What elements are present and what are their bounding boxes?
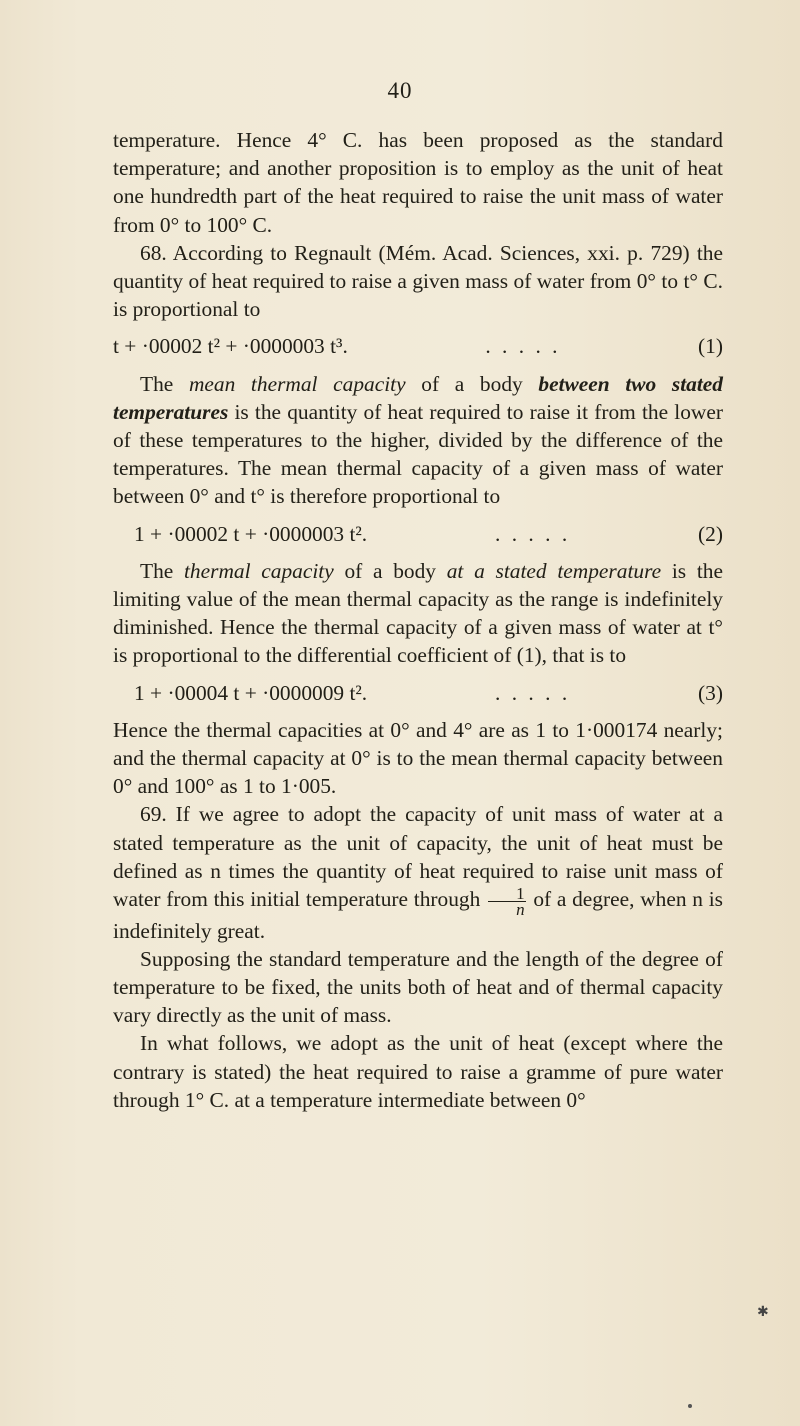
paragraph-68: 68. According to Regnault (Mém. Acad. Sciences, xxi. p. 729) the quantity of heat required to raise a given mass of water from 0° to t° C. is proportional to [113, 240, 723, 322]
formula-1-expression: t + ·00002 t² + ·0000003 t³. [113, 334, 348, 359]
text-run: is the limiting value of the mean thermal capacity as the range is indefinitely diminished. Hence the thermal capacity of a given mass of water at t° is proportional to the differential coefficient of (1), that is to [113, 558, 723, 668]
formula-1 [113, 332, 723, 360]
term-mean-thermal-capacity: mean thermal capacity [188, 371, 406, 396]
formula-2-expression: 1 + ·00002 t + ·0000003 t². [134, 521, 368, 546]
text-run: 69. If we agree to adopt the capacity of unit mass of water at a stated temperature as the unit of capacity, the unit of heat must be defined as n times the quantity of heat required to raise unit mass of water from this initial temperature through [113, 802, 723, 912]
body-text [113, 126, 723, 1114]
paragraph-ratios: Hence the thermal capacities at 0° and 4° are as 1 to 1·000174 nearly; and the thermal capacity at 0° is to the mean thermal capacity between 0° and 100° as 1 to 1·005. [113, 717, 723, 799]
paragraph-standard-temperature: Supposing the standard temperature and the length of the degree of temperature to be fixed, the units both of heat and of thermal capacity vary directly as the unit of mass. [113, 946, 723, 1028]
formula-2 [113, 520, 723, 548]
formula-2-leader: . . . . . [495, 521, 571, 546]
paragraph-69 [113, 800, 723, 944]
text-run: of a body [333, 558, 447, 583]
text-run: of a body [405, 371, 539, 396]
formula-3-label: (3) [698, 680, 723, 705]
text-run: of a degree, when n is indefinitely great. [113, 887, 723, 943]
fraction-denominator: n [516, 899, 525, 919]
text-run: The [140, 371, 189, 396]
term-between-two-stated-temperatures: between two stated temperatures [113, 371, 723, 424]
term-at-a-stated-temperature: at a stated temperature [446, 558, 662, 583]
text-run: The [140, 558, 184, 583]
page-number: 40 [387, 78, 413, 103]
ink-speck-icon [688, 1404, 692, 1408]
paragraph-unit-of-heat: In what follows, we adopt as the unit of heat (except where the contrary is stated) the heat required to raise a gramme of pure water through 1° C. at a temperature intermediate between 0° [113, 1031, 723, 1112]
formula-3-leader: . . . . . [495, 680, 571, 705]
paragraph-mean-thermal-capacity [113, 370, 723, 511]
paragraph-thermal-capacity [113, 557, 723, 670]
margin-mark-icon: ✱ [757, 1305, 769, 1320]
formula-2-label: (2) [698, 521, 723, 546]
paragraph-continuation: temperature. Hence 4° C. has been proposed as the standard temperature; and another proposition is to employ as the unit of heat one hundredth part of the heat required to raise the unit mass of water from 0° to 100° C. [113, 128, 723, 237]
term-thermal-capacity: thermal capacity [183, 558, 334, 583]
formula-1-label: (1) [698, 334, 723, 359]
formula-3 [113, 679, 723, 707]
text-run: is the quantity of heat required to raise it from the lower of these temperatures to the higher, divided by the difference of the temperatures. The mean thermal capacity of a given mass of water between 0° and t° is therefore proportional to [113, 399, 723, 509]
fraction-one-over-n [488, 883, 526, 919]
formula-3-expression: 1 + ·00004 t + ·0000009 t². [134, 680, 368, 705]
fraction-numerator: 1 [488, 886, 526, 902]
formula-1-leader: . . . . . [485, 334, 561, 359]
